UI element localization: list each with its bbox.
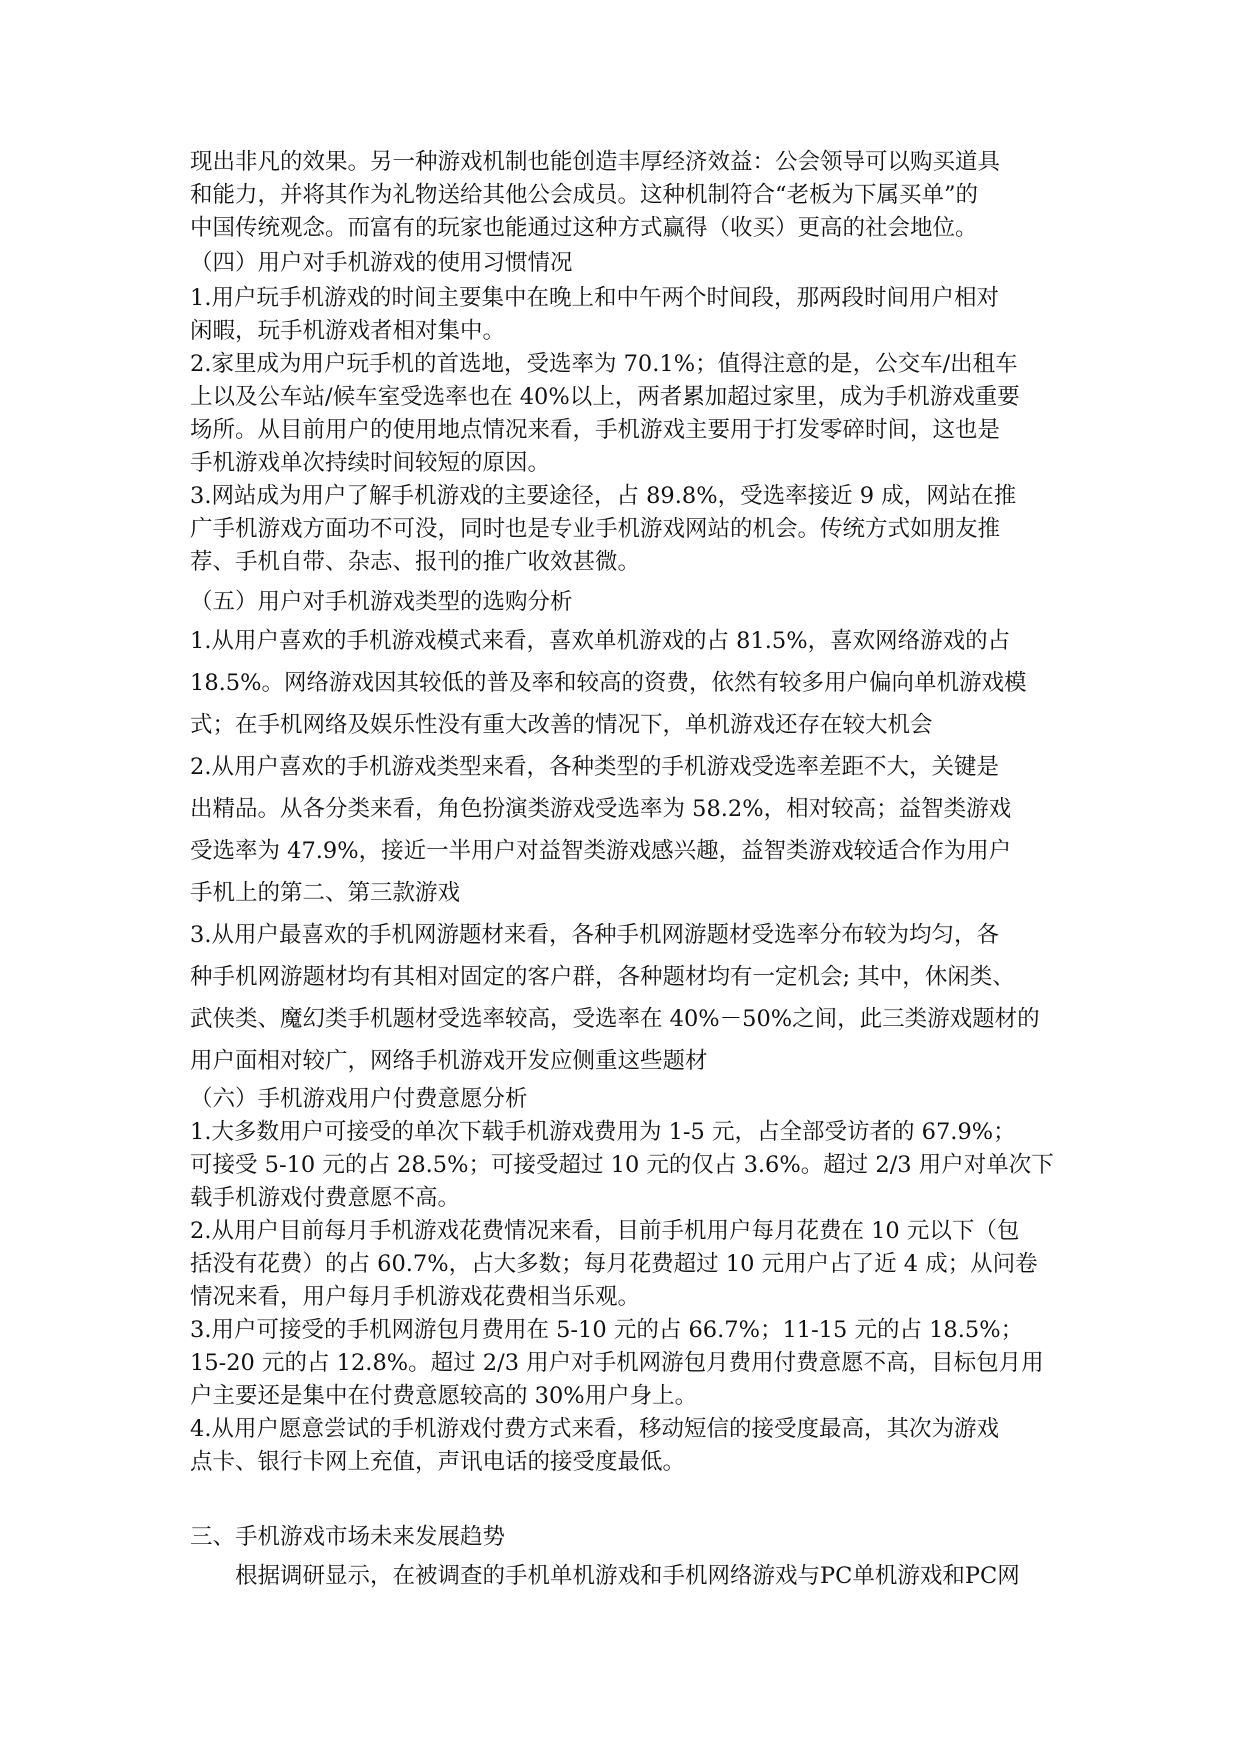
text-line: 2.从用户喜欢的手机游戏类型来看，各种类型的手机游戏受选率差距不大，关键是: [190, 754, 999, 780]
text-line: 现出非凡的效果。另一种游戏机制也能创造丰厚经济效益：公会领导可以购买道具: [190, 149, 1001, 175]
list-item: [190, 1215, 1090, 1314]
text-line: 场所。从目前用户的使用地点情况来看，手机游戏主要用于打发零碎时间，这也是: [190, 417, 1001, 443]
text-line: 出精品。从各分类来看，角色扮演类游戏受选率为 58.2%，相对较高；益智类游戏: [190, 796, 1012, 822]
text-line: 中国传统观念。而富有的玩家也能通过这种方式赢得（收买）更高的社会地位。: [190, 215, 978, 241]
text-line: 2.从用户目前每月手机游戏花费情况来看，目前手机用户每月花费在 10 元以下（包: [190, 1218, 1020, 1244]
text-line: 3.网站成为用户了解手机游戏的主要途径，占 89.8%，受选率接近 9 成，网站在推: [190, 483, 1017, 509]
list-item: [190, 746, 1090, 914]
text-line: 2.家里成为用户玩手机的首选地，受选率为 70.1%；值得注意的是，公交车/出租车: [190, 351, 1018, 377]
section-game-type-analysis: [190, 584, 1090, 1082]
section-future-trends: [190, 1521, 1090, 1593]
text-line: 3.从用户最喜欢的手机网游题材来看，各种手机网游题材受选率分布较为均匀，各: [190, 922, 999, 948]
text-line: 3.用户可接受的手机网游包月费用在 5-10 元的占 66.7%；11-15 元的占 18.5%；: [190, 1317, 1024, 1343]
list-item: [190, 1413, 1090, 1479]
list-item: [190, 1116, 1090, 1215]
text-line: 18.5%。网络游戏因其较低的普及率和较高的资费，依然有较多用户偏向单机游戏模: [190, 670, 1027, 696]
text-line: 手机游戏单次持续时间较短的原因。: [190, 450, 551, 476]
list-item: [190, 1314, 1090, 1413]
text-line: 根据调研显示，在被调查的手机单机游戏和手机网络游戏与PC单机游戏和PC网: [235, 1563, 1020, 1589]
document-body: [190, 146, 1090, 1593]
text-line: 括没有花费）的占 60.7%，占大多数；每月花费超过 10 元用户占了近 4 成；从问卷: [190, 1251, 1038, 1277]
text-line: 和能力，并将其作为礼物送给其他公会成员。这种机制符合“老板为下属买单”的: [190, 182, 979, 208]
text-line: 式；在手机网络及娱乐性没有重大改善的情况下，单机游戏还存在较大机会: [190, 712, 933, 738]
text-line: 武侠类、魔幻类手机题材受选率较高，受选率在 40%－50%之间，此三类游戏题材的: [190, 1006, 1040, 1032]
text-line: 1.大多数用户可接受的单次下载手机游戏费用为 1-5 元，占全部受访者的 67.9%；: [190, 1119, 1016, 1145]
list-item: [190, 914, 1090, 1082]
intro-paragraph: [190, 146, 1090, 245]
list-item: [190, 620, 1090, 746]
section-heading: （四）用户对手机游戏的使用习惯情况: [190, 250, 573, 276]
text-line: 1.用户玩手机游戏的时间主要集中在晚上和中午两个时间段，那两段时间用户相对: [190, 285, 999, 311]
text-line: 荐、手机自带、杂志、报刊的推广收效甚微。: [190, 549, 641, 575]
section-heading: （六）手机游戏用户付费意愿分析: [190, 1086, 528, 1112]
text-line: 手机上的第二、第三款游戏: [190, 880, 461, 906]
text-line: 1.从用户喜欢的手机游戏模式来看，喜欢单机游戏的占 81.5%，喜欢网络游戏的占: [190, 628, 1011, 654]
text-line: 情况来看，用户每月手机游戏花费相当乐观。: [190, 1284, 641, 1310]
list-item: [190, 480, 1090, 579]
section-heading: （五）用户对手机游戏类型的选购分析: [190, 589, 573, 615]
section-usage-habits: [190, 247, 1090, 579]
text-line: 户主要还是集中在付费意愿较高的 30%用户身上。: [190, 1383, 698, 1409]
list-item: [190, 282, 1090, 348]
text-line: 4.从用户愿意尝试的手机游戏付费方式来看，移动短信的接受度最高，其次为游戏: [190, 1416, 999, 1442]
text-line: 载手机游戏付费意愿不高。: [190, 1185, 461, 1211]
text-line: 用户面相对较广，网络手机游戏开发应侧重这些题材: [190, 1048, 708, 1074]
text-line: 15-20 元的占 12.8%。超过 2/3 用户对手机网游包月费用付费意愿不高，目标包月用: [190, 1350, 1044, 1376]
text-line: 上以及公车站/候车室受选率也在 40%以上，两者累加超过家里，成为手机游戏重要: [190, 384, 1020, 410]
text-line: 广手机游戏方面功不可没，同时也是专业手机游戏网站的机会。传统方式如朋友推: [190, 516, 1001, 542]
chapter-heading: 三、手机游戏市场未来发展趋势: [190, 1524, 506, 1550]
text-line: 闲暇，玩手机游戏者相对集中。: [190, 318, 506, 344]
text-line: 种手机网游题材均有其相对固定的客户群，各种题材均有一定机会; 其中，休闲类、: [190, 964, 1015, 990]
spacer: [190, 1479, 1090, 1513]
section-payment-willingness: [190, 1083, 1090, 1479]
text-line: 可接受 5-10 元的占 28.5%；可接受超过 10 元的仅占 3.6%。超过 2/3 用户对单次下: [190, 1152, 1054, 1178]
list-item: [190, 348, 1090, 480]
text-line: 受选率为 47.9%，接近一半用户对益智类游戏感兴趣，益智类游戏较适合作为用户: [190, 838, 1012, 864]
text-line: 点卡、银行卡网上充值，声讯电话的接受度最低。: [190, 1449, 686, 1475]
